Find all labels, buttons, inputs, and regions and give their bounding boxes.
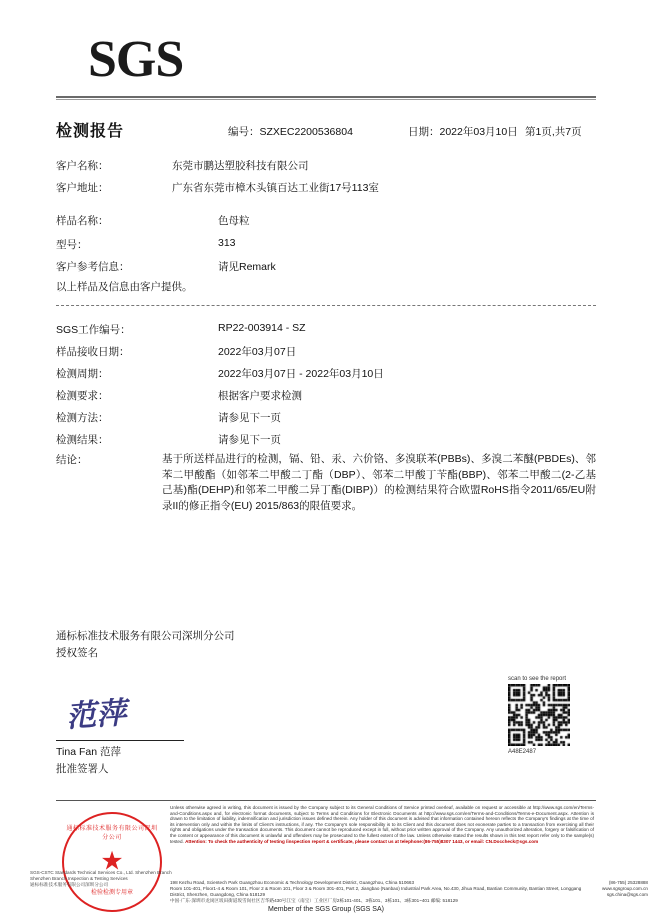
- legal-attention: Attention: To check the authenticity of testing /inspection report & certificate, please contact us at telephone:(86-755)8307 1443, or email: CN.Doccheck@sgs.com: [185, 838, 539, 844]
- value-customer-address: 广东省东莞市樟木头镇百达工业街17号113室: [172, 182, 379, 194]
- row-sgs-job-no: [56, 322, 596, 337]
- row-test-result: [56, 432, 596, 447]
- signature-line: [56, 740, 184, 741]
- signer-name: Tina Fan 范萍: [56, 746, 121, 758]
- value-test-requirement: 根据客户要求检测: [218, 390, 302, 402]
- label-conclusion: 结论：: [56, 454, 88, 466]
- seal-top-text: 通标标准技术服务有限公司深圳分公司: [66, 826, 158, 841]
- qr-id: A48E2487: [508, 749, 537, 755]
- star-icon: ★: [100, 845, 124, 876]
- row-model: [56, 237, 596, 252]
- qr-caption: scan to see the report: [508, 676, 567, 682]
- row-customer-reference: [56, 259, 596, 274]
- member-line: Member of the SGS Group (SGS SA): [268, 906, 384, 913]
- value-conclusion: 基于所送样品进行的检测，镉、铅、汞、六价铬、多溴联苯(PBBs)、多溴二苯醚(PBDEs)、邻苯二甲酸酯（如邻苯二甲酸二丁酯（DBP）、邻苯二甲酸丁苄酯(BBP)、邻苯二甲酸二(2-乙基己基)酯(DEHP)和邻苯二甲酸二异丁酯(DIBP)）的检测结果符合欧盟RoHS指令2011/65/EU附录II的修正指令(EU) 2015/863的限值要求。: [162, 453, 596, 512]
- row-test-requirement: [56, 388, 596, 403]
- seal-sub-en2: Shenzhen Branch Inspection & Testing Services: [30, 876, 128, 881]
- footer-phone: (86-755) 25328888: [608, 880, 648, 885]
- seal-bottom-text: 检验检测专用章: [90, 890, 133, 896]
- label-customer-address: 客户地址：: [56, 182, 109, 194]
- seal-sub-cn: 通标标准技术服务有限公司深圳分公司: [30, 882, 109, 887]
- report-date: 日期：2022年03月10日: [408, 126, 518, 138]
- label-test-period: 检测周期：: [56, 368, 109, 380]
- footer-contact: [498, 880, 652, 898]
- value-sample-received-date: 2022年03月07日: [218, 346, 297, 358]
- row-test-period: [56, 366, 596, 381]
- address-en: 198 Kezhu Road, Scientech Park Guangzhou Economic & Technology Development District, Guangzhou, China 510663: [170, 880, 415, 885]
- value-customer-name: 东莞市鹏达塑胶科技有限公司: [172, 160, 309, 172]
- row-test-method: [56, 410, 596, 425]
- value-sgs-job-no: RP22-003914 - SZ: [218, 322, 306, 334]
- address-line1: Room 101-401, Floor1-4 & Room 101, Floor 2 & Room 101, Floor 3 & Room 301-401, Part 2, Jiangbao (Nanbao) Industrial Park Area, No.430, Jihua Road, Bantian Community, Bantian Street, Longgang District, Shenzhen, Guangdong, China 518129: [170, 886, 582, 897]
- value-test-result: 请参见下一页: [218, 434, 281, 446]
- footer-web: www.sgsgroup.com.cn: [602, 886, 648, 891]
- header-rule: [56, 96, 596, 98]
- label-test-result: 检测结果：: [56, 434, 109, 446]
- legal-text: [170, 805, 594, 844]
- sample-provided-note: 以上样品及信息由客户提供。: [56, 281, 193, 293]
- row-customer-address: [56, 180, 596, 195]
- label-test-method: 检测方法：: [56, 412, 109, 424]
- page-title: 检测报告: [56, 123, 125, 140]
- value-test-method: 请参见下一页: [218, 412, 281, 424]
- sgs-logo: SGS: [88, 31, 184, 88]
- report-number: 编号：SZXEC2200536804: [228, 126, 353, 138]
- section-divider: [56, 305, 596, 306]
- label-model: 型号：: [56, 239, 88, 251]
- row-sample-received-date: [56, 344, 596, 359]
- address-line2: 中国·广东·深圳市龙岗区坂田街道坂雪岗社区吉华路430号江宝（南宝）工业区厂房2栋101-401、3栋101、3栋101、3栋301~401 邮编: 518129: [170, 898, 458, 903]
- footer-email: sgs.china@sgs.com: [606, 892, 648, 897]
- header-rule-secondary: [56, 99, 596, 100]
- signer-role: 批准签署人: [56, 763, 109, 775]
- page-indicator: 第1页,共7页: [525, 126, 582, 138]
- value-model: 313: [218, 237, 236, 249]
- value-sample-name: 色母粒: [218, 215, 250, 227]
- authorized-signature-label: 授权签名: [56, 647, 98, 659]
- label-customer-reference: 客户参考信息：: [56, 261, 130, 273]
- company-seal: [62, 812, 162, 912]
- label-sample-name: 样品名称：: [56, 215, 109, 227]
- label-sample-received-date: 样品接收日期：: [56, 346, 130, 358]
- label-test-requirement: 检测要求：: [56, 390, 109, 402]
- row-customer-name: [56, 158, 596, 173]
- value-test-period: 2022年03月07日 - 2022年03月10日: [218, 368, 384, 380]
- footer-rule: [56, 800, 596, 801]
- seal-subtext: [30, 870, 180, 888]
- handwritten-signature: 范萍: [65, 696, 128, 734]
- signing-organization: 通标标准技术服务有限公司深圳分公司: [56, 630, 235, 642]
- qr-code[interactable]: [508, 684, 570, 746]
- label-sgs-job-no: SGS工作编号：: [56, 324, 131, 336]
- seal-sub-en: SGS-CSTC Standards Technical Services Co., Ltd. Shenzhen Branch: [30, 870, 172, 875]
- label-customer-name: 客户名称：: [56, 160, 109, 172]
- value-customer-reference: 请见Remark: [218, 261, 276, 273]
- row-sample-name: [56, 213, 596, 228]
- legal-body: Unless otherwise agreed in writing, this document is issued by the Company subject to its General Conditions of Service printed overleaf, available on request or accessible at http://www.sgs.com/en/Terms-and-Conditions.aspx and, for electronic format documents, subject to Terms and Conditions for Electronic Documents at http://www.sgs.com/en/Terms-and-Conditions/Terms-e-Document.aspx. Attention is drawn to the limitation of liability, indemnification and jurisdiction issues defined therein. Any holder of this document is advised that information contained hereon reflects the Company's findings at the time of its intervention only and within the limits of Client's instructions, if any. The Company's sole responsibility is to its Client and this document does not exonerate parties to a transaction from exercising all their rights and obligations under the transaction documents. This document cannot be reproduced except in full, without prior written approval of the Company. Any unauthorized alteration, forgery or falsification of the content or appearance of this document is unlawful and offenders may be prosecuted to the fullest extent of the law. Unless otherwise stated the results shown in this test report refer only to the sample(s) tested.: [170, 805, 594, 844]
